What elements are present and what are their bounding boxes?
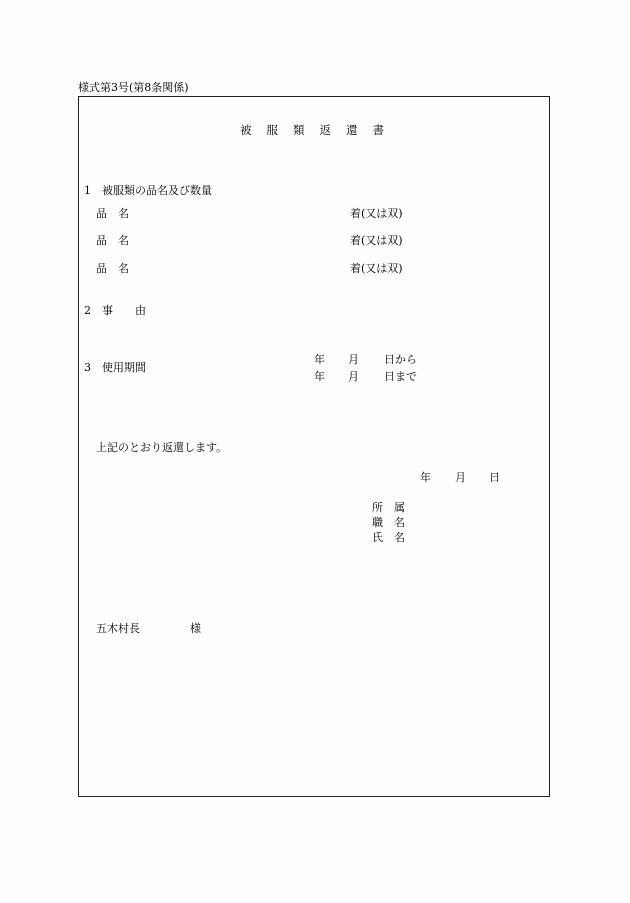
item-unit: 着(又は双) bbox=[350, 262, 403, 275]
document-title: 被服類返還書 bbox=[240, 123, 399, 137]
signer-affiliation: 所 属 bbox=[372, 501, 405, 514]
period-from-day: 日から bbox=[384, 353, 417, 366]
addressee-name: 五木村長 bbox=[96, 622, 140, 635]
period-from-year: 年 bbox=[314, 353, 325, 366]
period-from-month: 月 bbox=[348, 353, 359, 366]
form-number: 様式第3号(第8条関係) bbox=[78, 81, 189, 94]
section1-heading: 1 被服類の品名及び数量 bbox=[84, 184, 212, 197]
item-unit: 着(又は双) bbox=[350, 234, 403, 247]
addressee-honorific: 様 bbox=[190, 622, 201, 635]
return-statement: 上記のとおり返還します。 bbox=[96, 441, 228, 454]
item-label: 品 名 bbox=[96, 234, 129, 247]
date-month: 月 bbox=[455, 471, 466, 484]
period-to-year: 年 bbox=[314, 370, 325, 383]
date-day: 日 bbox=[489, 471, 500, 484]
item-unit: 着(又は双) bbox=[350, 207, 403, 220]
item-label: 品 名 bbox=[96, 262, 129, 275]
signer-position: 職 名 bbox=[372, 516, 405, 529]
item-label: 品 名 bbox=[96, 207, 129, 220]
section2-heading: 2 事 由 bbox=[84, 304, 146, 317]
section3-heading: 3 使用期間 bbox=[84, 361, 146, 374]
date-year: 年 bbox=[420, 471, 431, 484]
signer-name: 氏 名 bbox=[372, 531, 405, 544]
period-to-month: 月 bbox=[348, 370, 359, 383]
period-to-day: 日まで bbox=[384, 370, 417, 383]
